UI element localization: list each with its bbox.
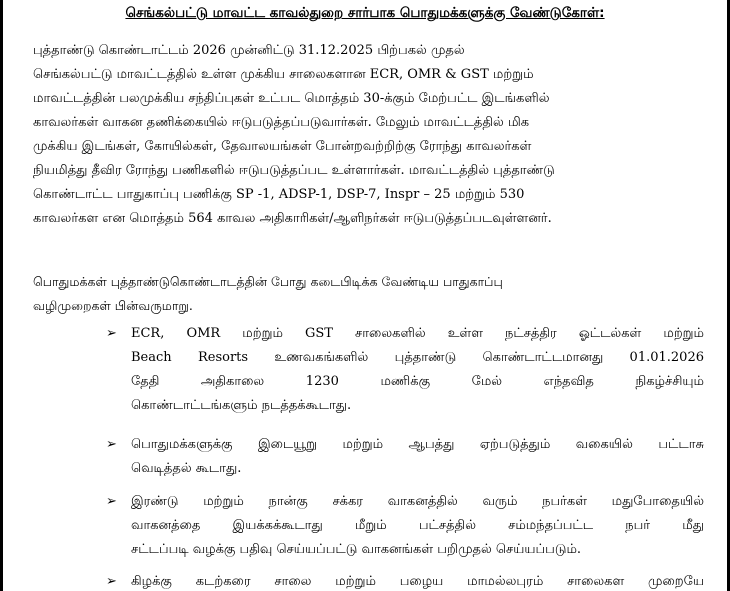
- intro-line: மாவட்டத்தின் பலமுக்கிய சந்திப்புகள் உட்பட மொத்தம் 30-க்கும் மேற்பட்ட இடங்களில்: [33, 91, 550, 106]
- guideline-line: வாகனத்தை இயக்கக்கூடாது மீறும் பட்சத்தில் சம்மந்தப்பட்ட நபர் மீது: [131, 518, 704, 533]
- document-title: செங்கல்பட்டு மாவட்ட காவல்துறை சார்பாக பொதுமக்களுக்கு வேண்டுகோள்:: [125, 5, 605, 21]
- guideline-item: [106, 570, 704, 591]
- guideline-item: [106, 490, 704, 562]
- bullet-arrow-icon: ➢: [106, 574, 117, 589]
- guidelines-intro-line: பொதுமக்கள் புத்தாண்டுகொண்டாடத்தின் போது கடைபிடிக்க வேண்டிய பாதுகாப்பு: [33, 274, 503, 289]
- guideline-line: இரண்டு மற்றும் நான்கு சக்கர வாகனத்தில் வரும் நபர்கள் மதுபோதையில்: [131, 494, 704, 509]
- guideline-line: கிழக்கு கடற்கரை சாலை மற்றும் பழைய மாமல்லபுரம் சாலைகள முறையே: [131, 574, 704, 589]
- intro-paragraph: [33, 39, 703, 231]
- intro-line: காவலர்கள் வாகன தணிக்கையில் ஈடுபடுத்தப்படுவார்கள். மேலும் மாவட்டத்தில் மிக: [33, 115, 530, 130]
- bullet-arrow-icon: ➢: [106, 437, 117, 452]
- guideline-item: [106, 433, 704, 481]
- intro-line: கொண்டாட்ட பாதுகாப்பு பணிக்கு SP -1, ADSP-1, DSP-7, Inspr – 25 மற்றும் 530: [33, 187, 525, 202]
- guideline-line: பொதுமக்களுக்கு இடையூறு மற்றும் ஆபத்து ஏற்படுத்தும் வகையில் பட்டாசு: [131, 437, 704, 452]
- intro-line: புத்தாண்டு கொண்டாட்டம் 2026 முன்னிட்டு 31.12.2025 பிற்பகல் முதல்: [33, 43, 465, 58]
- guidelines-intro: [33, 270, 703, 318]
- bullet-arrow-icon: ➢: [106, 326, 117, 341]
- guideline-line: சட்டப்படி வழக்கு பதிவு செய்யப்பட்டு வாகனங்கள் பறிமுதல் செய்யப்படும்.: [131, 542, 582, 557]
- guideline-line: கொண்டாட்டங்களும் நடத்தக்கூடாது.: [131, 398, 352, 413]
- intro-line: நியமித்து தீவிர ரோந்து பணிகளில் ஈடுபடுத்தப்பட உள்ளார்கள். மாவட்டத்தில் புத்தாண்டு: [33, 163, 555, 178]
- guideline-line: ECR, OMR மற்றும் GST சாலைகளில் உள்ள நட்சத்திர ஓட்டல்கள் மற்றும்: [131, 326, 704, 341]
- guideline-line: Beach Resorts உணவகங்களில் புத்தாண்டு கொண்டாட்டமானது 01.01.2026: [131, 350, 704, 365]
- intro-line: செங்கல்பட்டு மாவட்டத்தில் உள்ள முக்கிய சாலைகளான ECR, OMR & GST மற்றும்: [33, 67, 534, 82]
- bullet-arrow-icon: ➢: [106, 494, 117, 509]
- guideline-line: தேதி அதிகாலை 1230 மணிக்கு மேல் எந்தவித நிகழ்ச்சியும்: [131, 374, 704, 389]
- intro-line: முக்கிய இடங்கள், கோயில்கள், தேவாலயங்கள் போன்றவற்றிற்கு ரோந்து காவலர்கள்: [33, 139, 532, 154]
- intro-line: காவலர்கள என மொத்தம் 564 காவல அதிகாரிகள்/ஆளிநர்கள் ஈடுபடுத்தப்படவுள்ளனர்.: [33, 211, 552, 226]
- guideline-item: [106, 322, 704, 418]
- guidelines-intro-line: வழிமுறைகள் பின்வருமாறு.: [33, 298, 193, 313]
- guideline-line: வெடித்தல் கூடாது.: [131, 461, 242, 476]
